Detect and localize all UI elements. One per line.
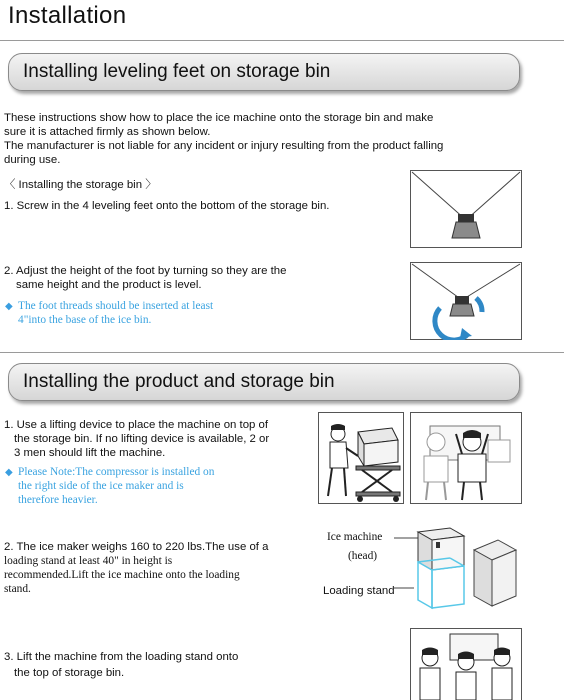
product-step-2-line-3: recommended.Lift the ice machine onto the loading xyxy=(4,569,240,581)
section2-header xyxy=(8,363,520,401)
page-title: Installation xyxy=(8,2,127,29)
intro-line-2: sure it is attached firmly as shown below. xyxy=(4,126,211,138)
compressor-note-line-2: the right side of the ice maker and is xyxy=(18,480,184,492)
product-step-3-line-1: 3. Lift the machine from the loading stand onto xyxy=(4,651,239,663)
product-step-1-line-1: 1. Use a lifting device to place the machine on top of xyxy=(4,419,269,431)
ice-machine-label: Ice machine xyxy=(327,531,383,543)
compressor-note-line-3: therefore heavier. xyxy=(18,494,98,506)
loading-stand-figure xyxy=(394,522,522,614)
leveling-step-2-line-1: 2. Adjust the height of the foot by turning so they are the xyxy=(4,265,287,277)
intro-line-1: These instructions show how to place the ice machine onto the storage bin and make xyxy=(4,112,434,124)
compressor-diamond-icon: ◆ xyxy=(5,467,13,478)
leveling-step-1: 1. Screw in the 4 leveling feet onto the bottom of the storage bin. xyxy=(4,200,330,212)
product-step-1-line-3: 3 men should lift the machine. xyxy=(14,447,166,459)
product-step-2-line-2: loading stand at least 40" in height is xyxy=(4,555,173,567)
title-divider xyxy=(0,40,564,41)
product-step-2-line-4: stand. xyxy=(4,583,31,595)
note-diamond-icon: ◆ xyxy=(5,301,13,312)
product-step-1-line-2: the storage bin. If no lifting device is available, 2 or xyxy=(14,433,270,445)
compressor-note-line-1: Please Note:The compressor is installed on xyxy=(18,466,215,478)
foot-note-line-1: The foot threads should be inserted at least xyxy=(18,300,214,312)
loading-stand-label: Loading stand xyxy=(323,585,395,597)
turning-foot-figure xyxy=(410,262,522,340)
storage-bin-subheading: 〈 Installing the storage bin 〉 xyxy=(4,179,157,191)
lift-onto-bin-figure xyxy=(410,628,522,700)
product-step-2-line-1: 2. The ice maker weighs 160 to 220 lbs.The use of a xyxy=(4,541,269,553)
leveling-foot-figure xyxy=(410,170,522,248)
product-step-3-line-2: the top of storage bin. xyxy=(14,667,125,679)
two-men-lifting-figure xyxy=(410,412,522,504)
foot-note-line-2: 4"into the base of the ice bin. xyxy=(18,314,152,326)
section1-divider xyxy=(0,352,564,353)
lifting-device-figure xyxy=(318,412,404,504)
section2-title: Installing the product and storage bin xyxy=(23,371,335,392)
section1-header xyxy=(8,53,520,91)
section1-title: Installing leveling feet on storage bin xyxy=(23,61,331,82)
head-label: (head) xyxy=(348,550,378,562)
intro-line-4: during use. xyxy=(4,154,61,166)
intro-line-3: The manufacturer is not liable for any incident or injury resulting from the product falling xyxy=(4,140,444,152)
leveling-step-2-line-2: same height and the product is level. xyxy=(16,279,202,291)
